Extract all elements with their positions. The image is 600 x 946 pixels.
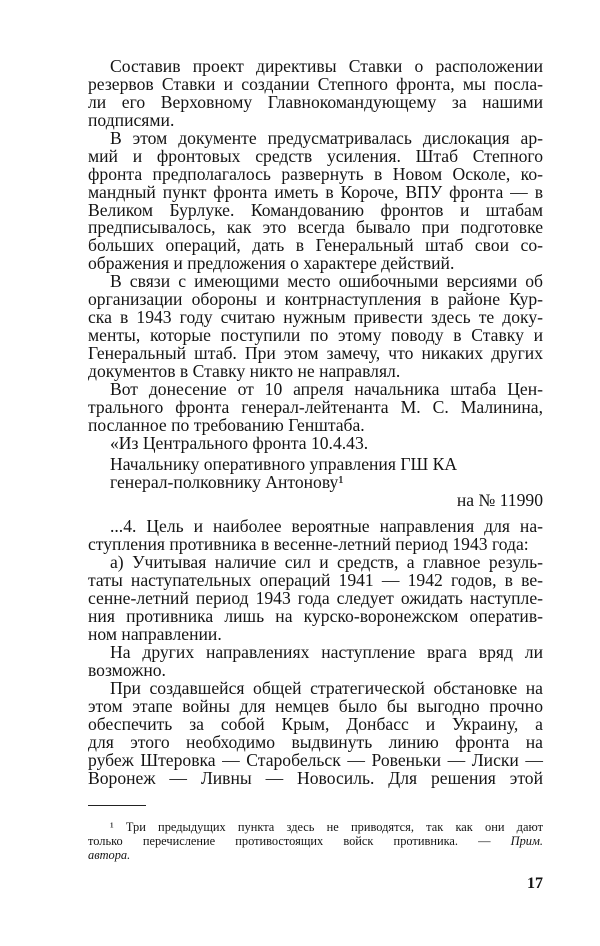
- paragraph: [88, 127, 543, 274]
- text-line: Начальнику оперативного управления ГШ КА: [110, 453, 458, 474]
- paragraph: [88, 644, 543, 680]
- text-line: Великом Бурлуке. Командованию фронтов и штабам: [88, 199, 543, 220]
- text-line: При создавшейся общей стратегической обстановке на: [110, 677, 543, 698]
- footnote-line: [88, 848, 543, 862]
- text-line: В этом документе предусматривалась дислокация ар-: [110, 127, 543, 148]
- text-line: больших операций, дать в Генеральный штаб свои со-: [88, 235, 543, 256]
- text-line: ...4. Цель и наиболее вероятные направления для на-: [110, 516, 543, 537]
- text-line: ска в 1943 году считаю нужным привести здесь те доку-: [88, 307, 543, 328]
- paragraph: [88, 378, 543, 435]
- text-line: для этого необходимо выдвинуть линию фронта на: [88, 731, 543, 752]
- paragraph: [88, 677, 543, 788]
- text-line: ображения и предложения о характере действий.: [88, 253, 455, 274]
- text-line: Составив проект директивы Ставки о расположении: [110, 56, 543, 76]
- text-line: организации обороны и контрнаступления в районе Кур-: [88, 289, 543, 310]
- ref-block: [88, 489, 543, 510]
- paragraph: [88, 58, 543, 130]
- text-line: фронта предполагалось развернуть в Новом Осколе, ко-: [88, 163, 543, 184]
- text-line: В связи с имеющими место ошибочными версиями об: [110, 271, 543, 292]
- footnote: [88, 820, 543, 862]
- footnote-line: [88, 834, 543, 848]
- text-line: Вот донесение от 10 апреля начальника штаба Цен-: [110, 378, 543, 399]
- text-line: ли его Верховному Главнокомандующему за нашими: [88, 91, 543, 112]
- paragraph: [88, 518, 543, 554]
- text-line: возможно.: [88, 659, 166, 680]
- text-line: трального фронта генерал-лейтенанта М. С. Малинина,: [88, 396, 543, 417]
- text-line: таты наступательных операций 1941 — 1942 годов, в ве-: [88, 570, 543, 591]
- text-line: «Из Центрального фронта 10.4.43.: [110, 432, 369, 453]
- text-line: подписями.: [88, 109, 175, 130]
- body-text: [88, 58, 543, 788]
- footnote-divider: [88, 805, 146, 806]
- page-number: 17: [527, 875, 543, 892]
- text-line: Генеральный штаб. При этом замечу, что никаких других: [88, 343, 543, 363]
- text-line: ном направлении.: [88, 624, 222, 645]
- text-line: Воронеж — Ливны — Новосиль. Для решения этой: [88, 767, 543, 788]
- footnote-text: только перечисление противостоящих войск противника. —: [88, 834, 511, 848]
- text-line: обеспечить за собой Крым, Донбасс и Украину, а: [88, 713, 543, 734]
- text-line: На других направлениях наступление врага вряд ли: [110, 642, 543, 662]
- text-line: посланное по требованию Генштаба.: [88, 414, 365, 435]
- text-line: а) Учитывая наличие сил и средств, а главное резуль-: [110, 552, 543, 573]
- text-line: резервов Ставки и создании Степного фронта, мы посла-: [88, 73, 543, 94]
- paragraph: [88, 554, 543, 644]
- footnote-author-note: автора.: [88, 848, 131, 862]
- footnote-line: ¹ Три предыдущих пункта здесь не приводятся, так как они дают: [110, 820, 543, 834]
- quote-block: [88, 432, 543, 453]
- text-line: мандный пункт фронта иметь в Короче, ВПУ фронта — в: [88, 181, 543, 202]
- paragraph: [88, 273, 543, 381]
- text-line: менты, которые поступили по этому поводу в Ставку и: [88, 325, 543, 346]
- text-line: сенне-летний период 1943 года следует ожидать наступле-: [88, 588, 543, 609]
- text-line: документов в Ставку никто не направлял.: [88, 360, 401, 381]
- text-line: ния противника лишь на курско-воронежском оператив-: [88, 606, 543, 627]
- text-line: рубеж Штеровка — Старобельск — Ровеньки — Лиски —: [88, 749, 543, 770]
- address-block: [88, 453, 543, 492]
- footnote-author-note: Прим.: [510, 834, 543, 848]
- text-line: предписывалось, как это всегда бывало при подготовке: [88, 217, 543, 238]
- text-line: генерал-полковнику Антонову¹: [110, 471, 344, 492]
- text-line: на № 11990: [456, 489, 543, 510]
- text-line: ступления противника в весенне-летний период 1943 года:: [88, 534, 529, 555]
- text-line: этом этапе войны для немцев было бы выгодно прочно: [88, 695, 543, 716]
- text-line: мий и фронтовых средств усиления. Штаб Степного: [88, 145, 543, 166]
